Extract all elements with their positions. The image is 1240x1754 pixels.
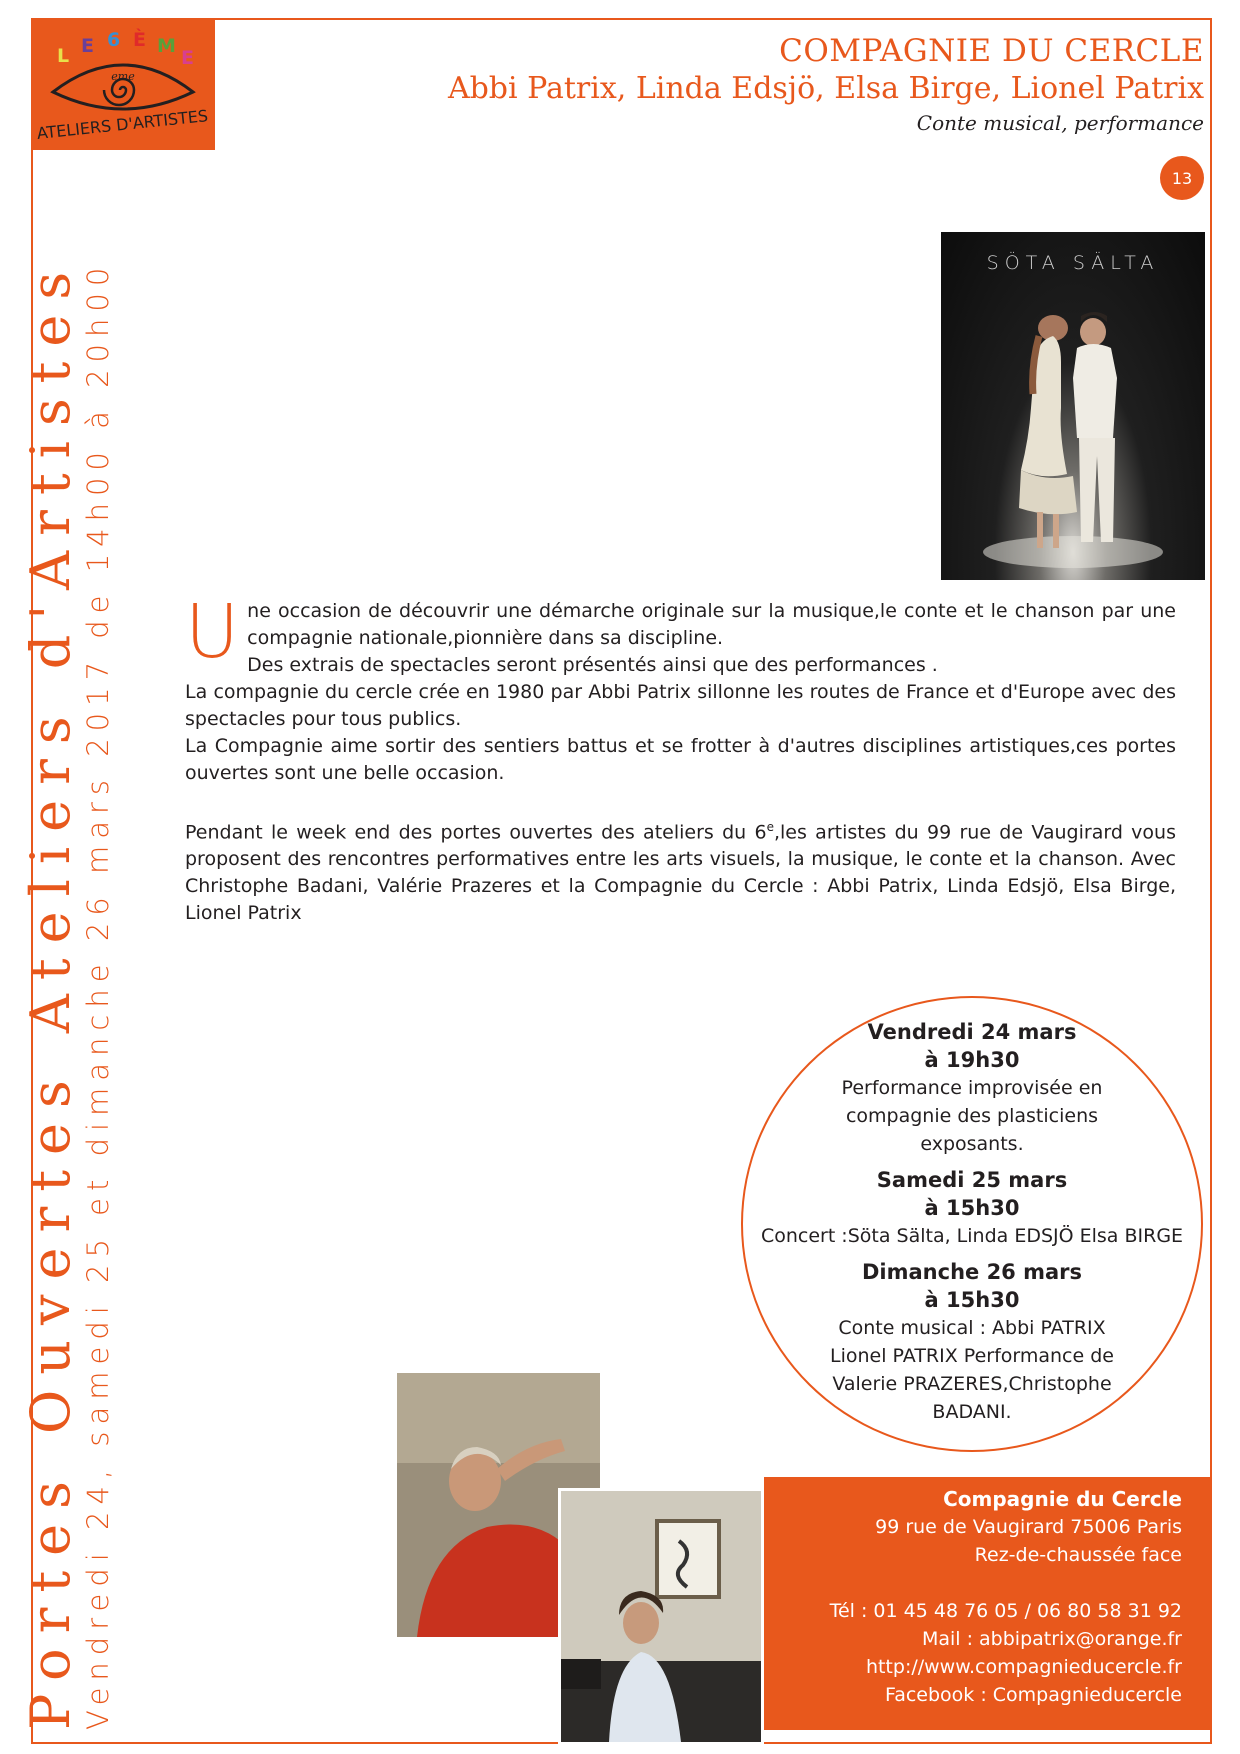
- paragraph-history: La compagnie du cercle crée en 1980 par Abbi Patrix sillonne les routes de France et d'Europe avec des spectacles pour tous publics.: [185, 681, 1176, 730]
- event-description: Concert :Söta Sälta, Linda EDSJÖ Elsa BIRGE: [760, 1225, 1184, 1247]
- sidebar-title: Portes Ouvertes Ateliers d'Artistes: [19, 256, 82, 1730]
- event-description: Conte musical : Abbi PATRIX Lionel PATRIX Performance de Valerie PRAZERES,Christophe BADANI.: [830, 1317, 1114, 1423]
- sidebar-vertical-text: [19, 210, 116, 1730]
- header-title: [448, 32, 1204, 108]
- contact-phone: Tél : 01 45 48 76 05 / 06 80 58 31 92: [829, 1600, 1182, 1622]
- event-day: Dimanche 26 mars: [861, 1260, 1083, 1284]
- paragraph-weekend: [185, 814, 1176, 927]
- logo-letter: M: [157, 35, 176, 57]
- sidebar-dates: Vendredi 24, samedi 25 et dimanche 26 mars 2017 de 14h00 à 20h00: [81, 260, 115, 1730]
- contact-box: [764, 1477, 1212, 1730]
- pianist-photo: [558, 1488, 764, 1745]
- artist-names: Abbi Patrix, Linda Edsjö, Elsa Birge, Lionel Patrix: [447, 71, 1204, 106]
- events-schedule-circle: [741, 996, 1203, 1452]
- event-time: à 15h30: [924, 1196, 1020, 1220]
- hero-photo-title: SÖTA SÄLTA: [986, 252, 1160, 274]
- logo-letter: 6: [107, 29, 121, 51]
- event-day: Samedi 25 mars: [876, 1168, 1068, 1192]
- logo-letter: L: [57, 45, 70, 67]
- event-time: à 15h30: [924, 1288, 1020, 1312]
- logo-letter: E: [81, 35, 94, 57]
- logo-graphic: [31, 18, 215, 150]
- paragraph-disciplines: La Compagnie aime sortir des sentiers battus et se frotter à d'autres disciplines artistiques,ces portes ouvertes sont une belle occasion.: [185, 735, 1176, 784]
- event-day: Vendredi 24 mars: [867, 1020, 1077, 1044]
- contact-address: 99 rue de Vaugirard 75006 Paris: [875, 1516, 1182, 1538]
- logo-line1: ATELIERS D'ARTISTES: [35, 106, 209, 143]
- contact-email[interactable]: Mail : abbipatrix@orange.fr: [921, 1628, 1182, 1650]
- pianist-illustration: [561, 1491, 761, 1742]
- dropcap: U: [185, 589, 240, 675]
- contact-facebook[interactable]: Facebook : Compagnieducercle: [885, 1684, 1182, 1706]
- contact-name: Compagnie du Cercle: [943, 1487, 1182, 1511]
- company-name: COMPAGNIE DU CERCLE: [779, 33, 1204, 69]
- weekend-text-a: Pendant le week end des portes ouvertes des ateliers du 6: [185, 821, 767, 844]
- weekend-sup: e: [766, 820, 774, 834]
- genre-subtitle: Conte musical, performance: [916, 111, 1204, 135]
- logo-letter: E: [181, 47, 194, 69]
- logo-center-word: eme: [111, 70, 135, 83]
- page-number-badge: 13: [1160, 156, 1204, 200]
- paragraph-intro: ne occasion de découvrir une démarche originale sur la musique,le conte et le chanson par une compagnie nationale,pionnière dans sa discipline.: [247, 600, 1176, 649]
- description-text: [185, 589, 1176, 927]
- two-performers-illustration: [941, 232, 1205, 580]
- contact-floor: Rez-de-chaussée face: [974, 1544, 1182, 1566]
- paragraph-extracts: Des extrais de spectacles seront présentés ainsi que des performances .: [247, 654, 938, 676]
- leseme-logo: [31, 18, 215, 150]
- contact-website-link[interactable]: http://www.compagnieducercle.fr: [865, 1656, 1182, 1678]
- hero-photo: [941, 232, 1205, 580]
- weekend-text-b: ,les artistes du 99 rue de Vaugirard vous proposent des rencontres performatives entre les arts visuels, la musique, le conte et la chanson. Avec Christophe Badani, Valérie Prazeres et la Compagnie du Cercle : Abbi Patrix, Linda Edsjö, Elsa Birge, Lionel Patrix: [185, 821, 1176, 925]
- event-time: à 19h30: [924, 1048, 1020, 1072]
- logo-letter: È: [133, 29, 146, 51]
- event-description: Performance improvisée en compagnie des plasticiens exposants.: [841, 1077, 1103, 1155]
